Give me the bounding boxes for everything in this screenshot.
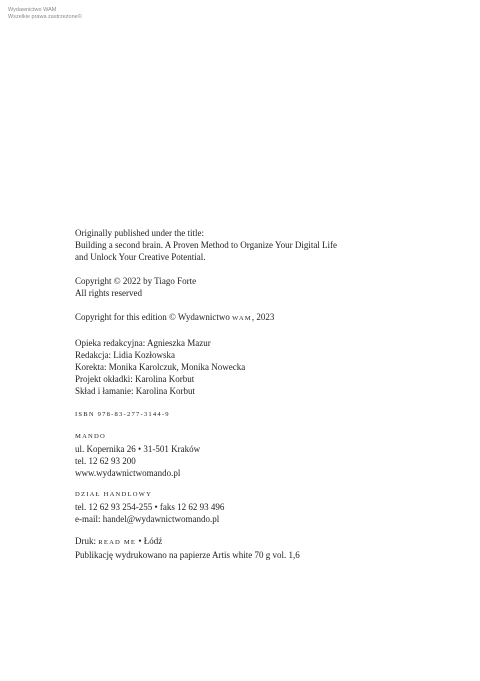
- credit-line: Opieka redakcyjna: Agnieszka Mazur: [75, 338, 211, 348]
- sales-email: e-mail: handel@wydawnictwomando.pl: [75, 514, 220, 524]
- watermark: [8, 7, 82, 20]
- sales-label: DZIAŁ HANDLOWY: [75, 491, 153, 498]
- watermark-line-2: Wszelkie prawa zastrzeżone©: [8, 13, 82, 20]
- sales-tel: tel. 12 62 93 254-255 • faks 12 62 93 496: [75, 502, 225, 512]
- paper-info: Publikację wydrukowano na papierze Artis white 70 g vol. 1,6: [75, 550, 300, 560]
- publisher-name: MANDO: [75, 433, 106, 440]
- watermark-line-1: Wydawnictwo WAM: [8, 7, 57, 13]
- edition-publisher: WAM: [232, 315, 252, 322]
- print-suffix: • Łódź: [136, 536, 163, 546]
- credit-line: Skład i łamanie: Karolina Korbut: [75, 386, 195, 396]
- print-line: [75, 535, 435, 549]
- printer-name: READ ME: [98, 539, 137, 546]
- isbn: ISBN 978-83-277-3144-9: [75, 411, 170, 418]
- credit-line: Redakcja: Lidia Kozłowska: [75, 350, 175, 360]
- edition-suffix: , 2023: [251, 312, 275, 322]
- copyright-line-2: All rights reserved: [75, 288, 142, 298]
- edition-copyright-block: [75, 311, 435, 325]
- original-title-block: [75, 227, 435, 263]
- original-title-line-3: and Unlock Your Creative Potential.: [75, 252, 206, 262]
- edition-prefix: Copyright for this edition © Wydawnictwo: [75, 312, 233, 322]
- original-title-line-2: Building a second brain. A Proven Method to Organize Your Digital Life: [75, 240, 338, 250]
- print-prefix: Druk:: [75, 536, 99, 546]
- publisher-web: www.wydawnictwomando.pl: [75, 468, 181, 478]
- copyright-block: [75, 275, 435, 299]
- edition-copyright-line: [75, 311, 435, 325]
- credit-line: Projekt okładki: Karolina Korbut: [75, 374, 195, 384]
- isbn-block: [75, 409, 435, 421]
- print-block: [75, 535, 435, 561]
- publisher-address: ul. Kopernika 26 • 31-501 Kraków: [75, 444, 201, 454]
- publisher-tel: tel. 12 62 93 200: [75, 456, 136, 466]
- credits-block: [75, 337, 435, 397]
- publisher-block: [75, 431, 435, 479]
- copyright-line-1: Copyright © 2022 by Tiago Forte: [75, 276, 197, 286]
- original-title-line-1: Originally published under the title:: [75, 228, 204, 238]
- sales-block: [75, 489, 435, 525]
- copyright-page-content: [75, 227, 435, 561]
- credit-line: Korekta: Monika Karolczuk, Monika Nowecka: [75, 362, 246, 372]
